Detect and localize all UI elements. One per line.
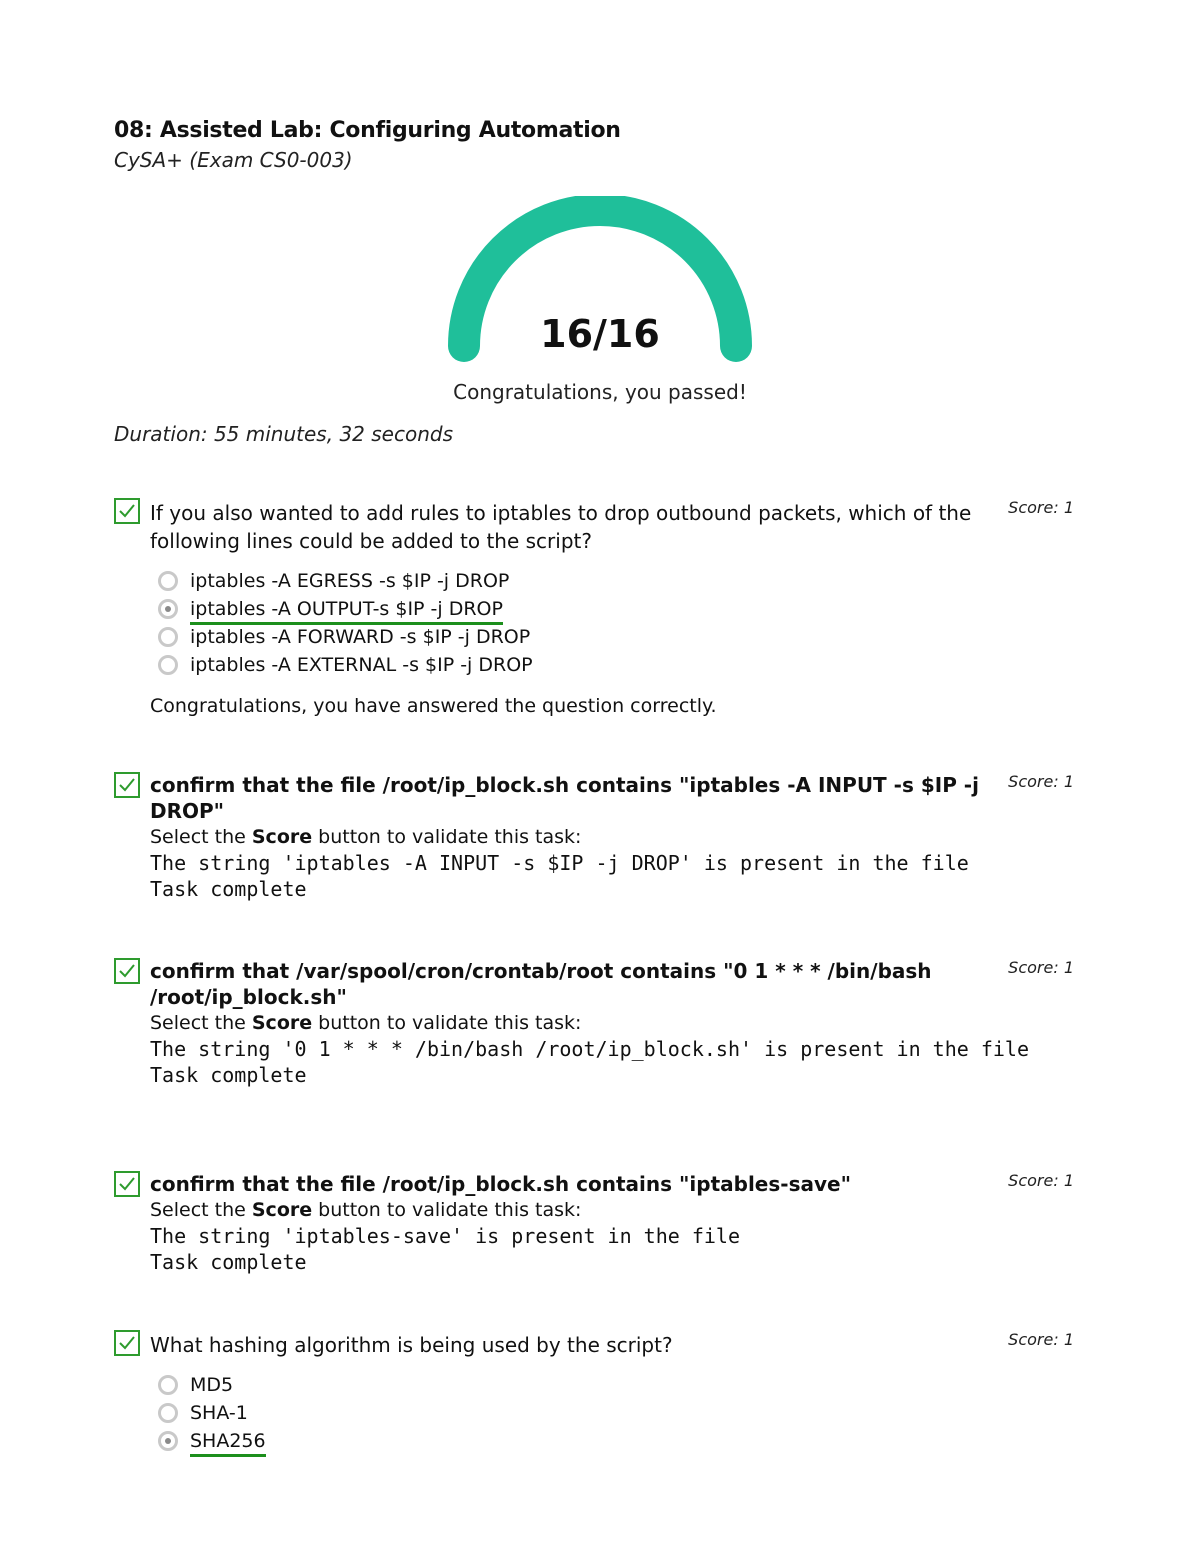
page-subtitle: CySA+ (Exam CS0-003) xyxy=(114,148,353,172)
check-icon xyxy=(114,498,140,524)
page-title: 08: Assisted Lab: Configuring Automation xyxy=(114,118,621,143)
question-score: Score: 1 xyxy=(1008,772,1074,791)
question-score: Score: 1 xyxy=(1008,1330,1074,1349)
option-item[interactable]: iptables -A EGRESS -s $IP -j DROP xyxy=(158,567,980,595)
score-value: 16/16 xyxy=(540,312,660,356)
option-item[interactable]: SHA256 xyxy=(158,1427,980,1455)
option-item[interactable]: iptables -A EXTERNAL -s $IP -j DROP xyxy=(158,651,980,679)
option-item[interactable]: MD5 xyxy=(158,1371,980,1399)
question-score: Score: 1 xyxy=(1008,498,1074,517)
question-score: Score: 1 xyxy=(1008,1171,1074,1190)
task-status: Task complete xyxy=(150,1063,307,1087)
option-item[interactable]: SHA-1 xyxy=(158,1399,980,1427)
question-score: Score: 1 xyxy=(1008,958,1074,977)
radio-selected-icon[interactable] xyxy=(158,599,178,619)
radio-icon[interactable] xyxy=(158,655,178,675)
task-instruction: Select the Score button to validate this task: xyxy=(150,1012,582,1034)
radio-icon[interactable] xyxy=(158,627,178,647)
option-item[interactable]: iptables -A FORWARD -s $IP -j DROP xyxy=(158,623,980,651)
duration-text: Duration: 55 minutes, 32 seconds xyxy=(114,422,453,446)
pass-message: Congratulations, you passed! xyxy=(453,380,747,404)
task-status: Task complete xyxy=(150,1250,307,1274)
score-keyword: Score xyxy=(251,1199,313,1221)
radio-selected-icon[interactable] xyxy=(158,1431,178,1451)
radio-icon[interactable] xyxy=(158,1403,178,1423)
check-icon xyxy=(114,958,140,984)
radio-icon[interactable] xyxy=(158,571,178,591)
task-prompt: confirm that /var/spool/cron/crontab/root contains "0 1 * * * /bin/bash /root/ip_block.sh" xyxy=(150,959,932,1009)
answer-options xyxy=(158,1371,980,1455)
task-instruction: Select the Score button to validate this task: xyxy=(150,1199,582,1221)
score-keyword: Score xyxy=(251,826,313,848)
radio-icon[interactable] xyxy=(158,1375,178,1395)
task-instruction: Select the Score button to validate this task: xyxy=(150,826,582,848)
answer-feedback: Congratulations, you have answered the question correctly. xyxy=(150,695,717,717)
question-prompt: If you also wanted to add rules to iptables to drop outbound packets, which of the following lines could be added to the script? xyxy=(150,501,972,553)
task-prompt: confirm that the file /root/ip_block.sh contains "iptables-save" xyxy=(150,1172,851,1196)
check-icon xyxy=(114,772,140,798)
check-icon xyxy=(114,1171,140,1197)
task-result: The string 'iptables-save' is present in the file xyxy=(150,1224,741,1248)
check-icon xyxy=(114,1330,140,1356)
score-keyword: Score xyxy=(251,1012,313,1034)
task-prompt: confirm that the file /root/ip_block.sh contains "iptables -A INPUT -s $IP -j DROP" xyxy=(150,773,979,823)
task-status: Task complete xyxy=(150,877,307,901)
option-item[interactable]: iptables -A OUTPUT-s $IP -j DROP xyxy=(158,595,980,623)
question-prompt: What hashing algorithm is being used by the script? xyxy=(150,1333,673,1357)
answer-options xyxy=(158,567,980,679)
task-result: The string 'iptables -A INPUT -s $IP -j DROP' is present in the file xyxy=(150,851,969,875)
task-result: The string '0 1 * * * /bin/bash /root/ip_block.sh' is present in the file xyxy=(150,1037,1029,1061)
